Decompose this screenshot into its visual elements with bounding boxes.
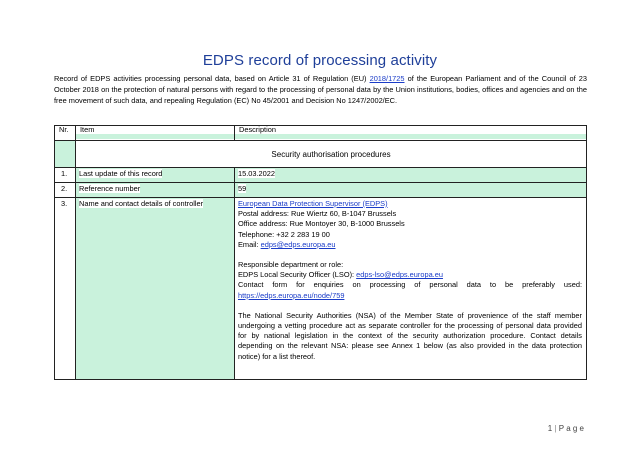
page-title: EDPS record of processing activity	[202, 52, 438, 69]
table-row	[55, 183, 587, 198]
lso-line: EDPS Local Security Officer (LSO): edps-lso@edps.europa.eu	[238, 270, 443, 280]
page-number: 1	[547, 424, 553, 433]
header-item: Item	[76, 126, 235, 141]
row-item[interactable]: Reference number	[76, 183, 235, 198]
row-value[interactable]: 15.03.2022	[235, 168, 587, 183]
regulation-link[interactable]: 2018/1725	[369, 74, 405, 83]
responsible-label: Responsible department or role:	[238, 260, 344, 270]
postal-address: Postal address: Rue Wiertz 60, B-1047 Brussels	[238, 209, 397, 219]
lso-email-link[interactable]: edps-lso@edps.europa.eu	[356, 270, 443, 280]
edps-link[interactable]: European Data Protection Supervisor (EDPS)	[238, 199, 388, 208]
section-row	[55, 141, 587, 168]
section-title[interactable]: Security authorisation procedures	[76, 141, 587, 168]
table-row	[55, 168, 587, 183]
page-footer	[548, 424, 584, 433]
email-line: Email: edps@edps.europa.eu	[238, 239, 336, 249]
table-row	[55, 198, 587, 380]
telephone: Telephone: +32 2 283 19 00	[238, 229, 330, 239]
controller-details[interactable]	[235, 198, 587, 380]
footer-separator: |	[554, 424, 557, 433]
row-item[interactable]: Name and contact details of controller	[76, 198, 235, 380]
row-nr: 3.	[55, 198, 76, 380]
intro-text-2: of the European Parliament and of the Council of 23 October 2018 on the protection of natural persons with regard to the processing of personal data by the Union institutions, bodies, offices and agencies and on the free movement of such data, and repealing Regulation (EC) No 45/2001 and Decision No 1247/2002/EC.	[54, 74, 587, 106]
row-item[interactable]: Last update of this record	[76, 168, 235, 183]
page-label: P a g e	[558, 424, 584, 433]
office-address: Office address: Rue Montoyer 30, B-1000 Brussels	[238, 219, 405, 229]
section-nr-cell	[55, 141, 76, 168]
row-value[interactable]: 59	[235, 183, 587, 198]
header-description: Description	[235, 126, 587, 141]
row-nr: 2.	[55, 183, 76, 198]
header-nr: Nr.	[55, 126, 76, 141]
record-table	[54, 125, 587, 380]
email-link[interactable]: edps@edps.europa.eu	[260, 239, 336, 249]
nsa-paragraph: The National Security Authorities (NSA) of the Member State of provenience of the staff member undergoing a vetting procedure act as separate controller for the processing of personal data provided for by national legislation in the context of the security authorization procedure. Contact details depending on the relevant NSA: please see Annex 1 below (as also provided in the data protection notice) for a list thereof.	[238, 310, 582, 361]
intro-paragraph	[54, 73, 587, 107]
contact-form-line: Contact form for enquiries on processing of personal data to be preferably used: https://edps.europa.eu/node/759	[238, 280, 582, 300]
contact-form-link[interactable]: https://edps.europa.eu/node/759	[238, 290, 345, 300]
row-nr: 1.	[55, 168, 76, 183]
table-header-row	[55, 126, 587, 141]
intro-text-1: Record of EDPS activities processing personal data, based on Article 31 of Regulation (EU)	[54, 74, 370, 83]
